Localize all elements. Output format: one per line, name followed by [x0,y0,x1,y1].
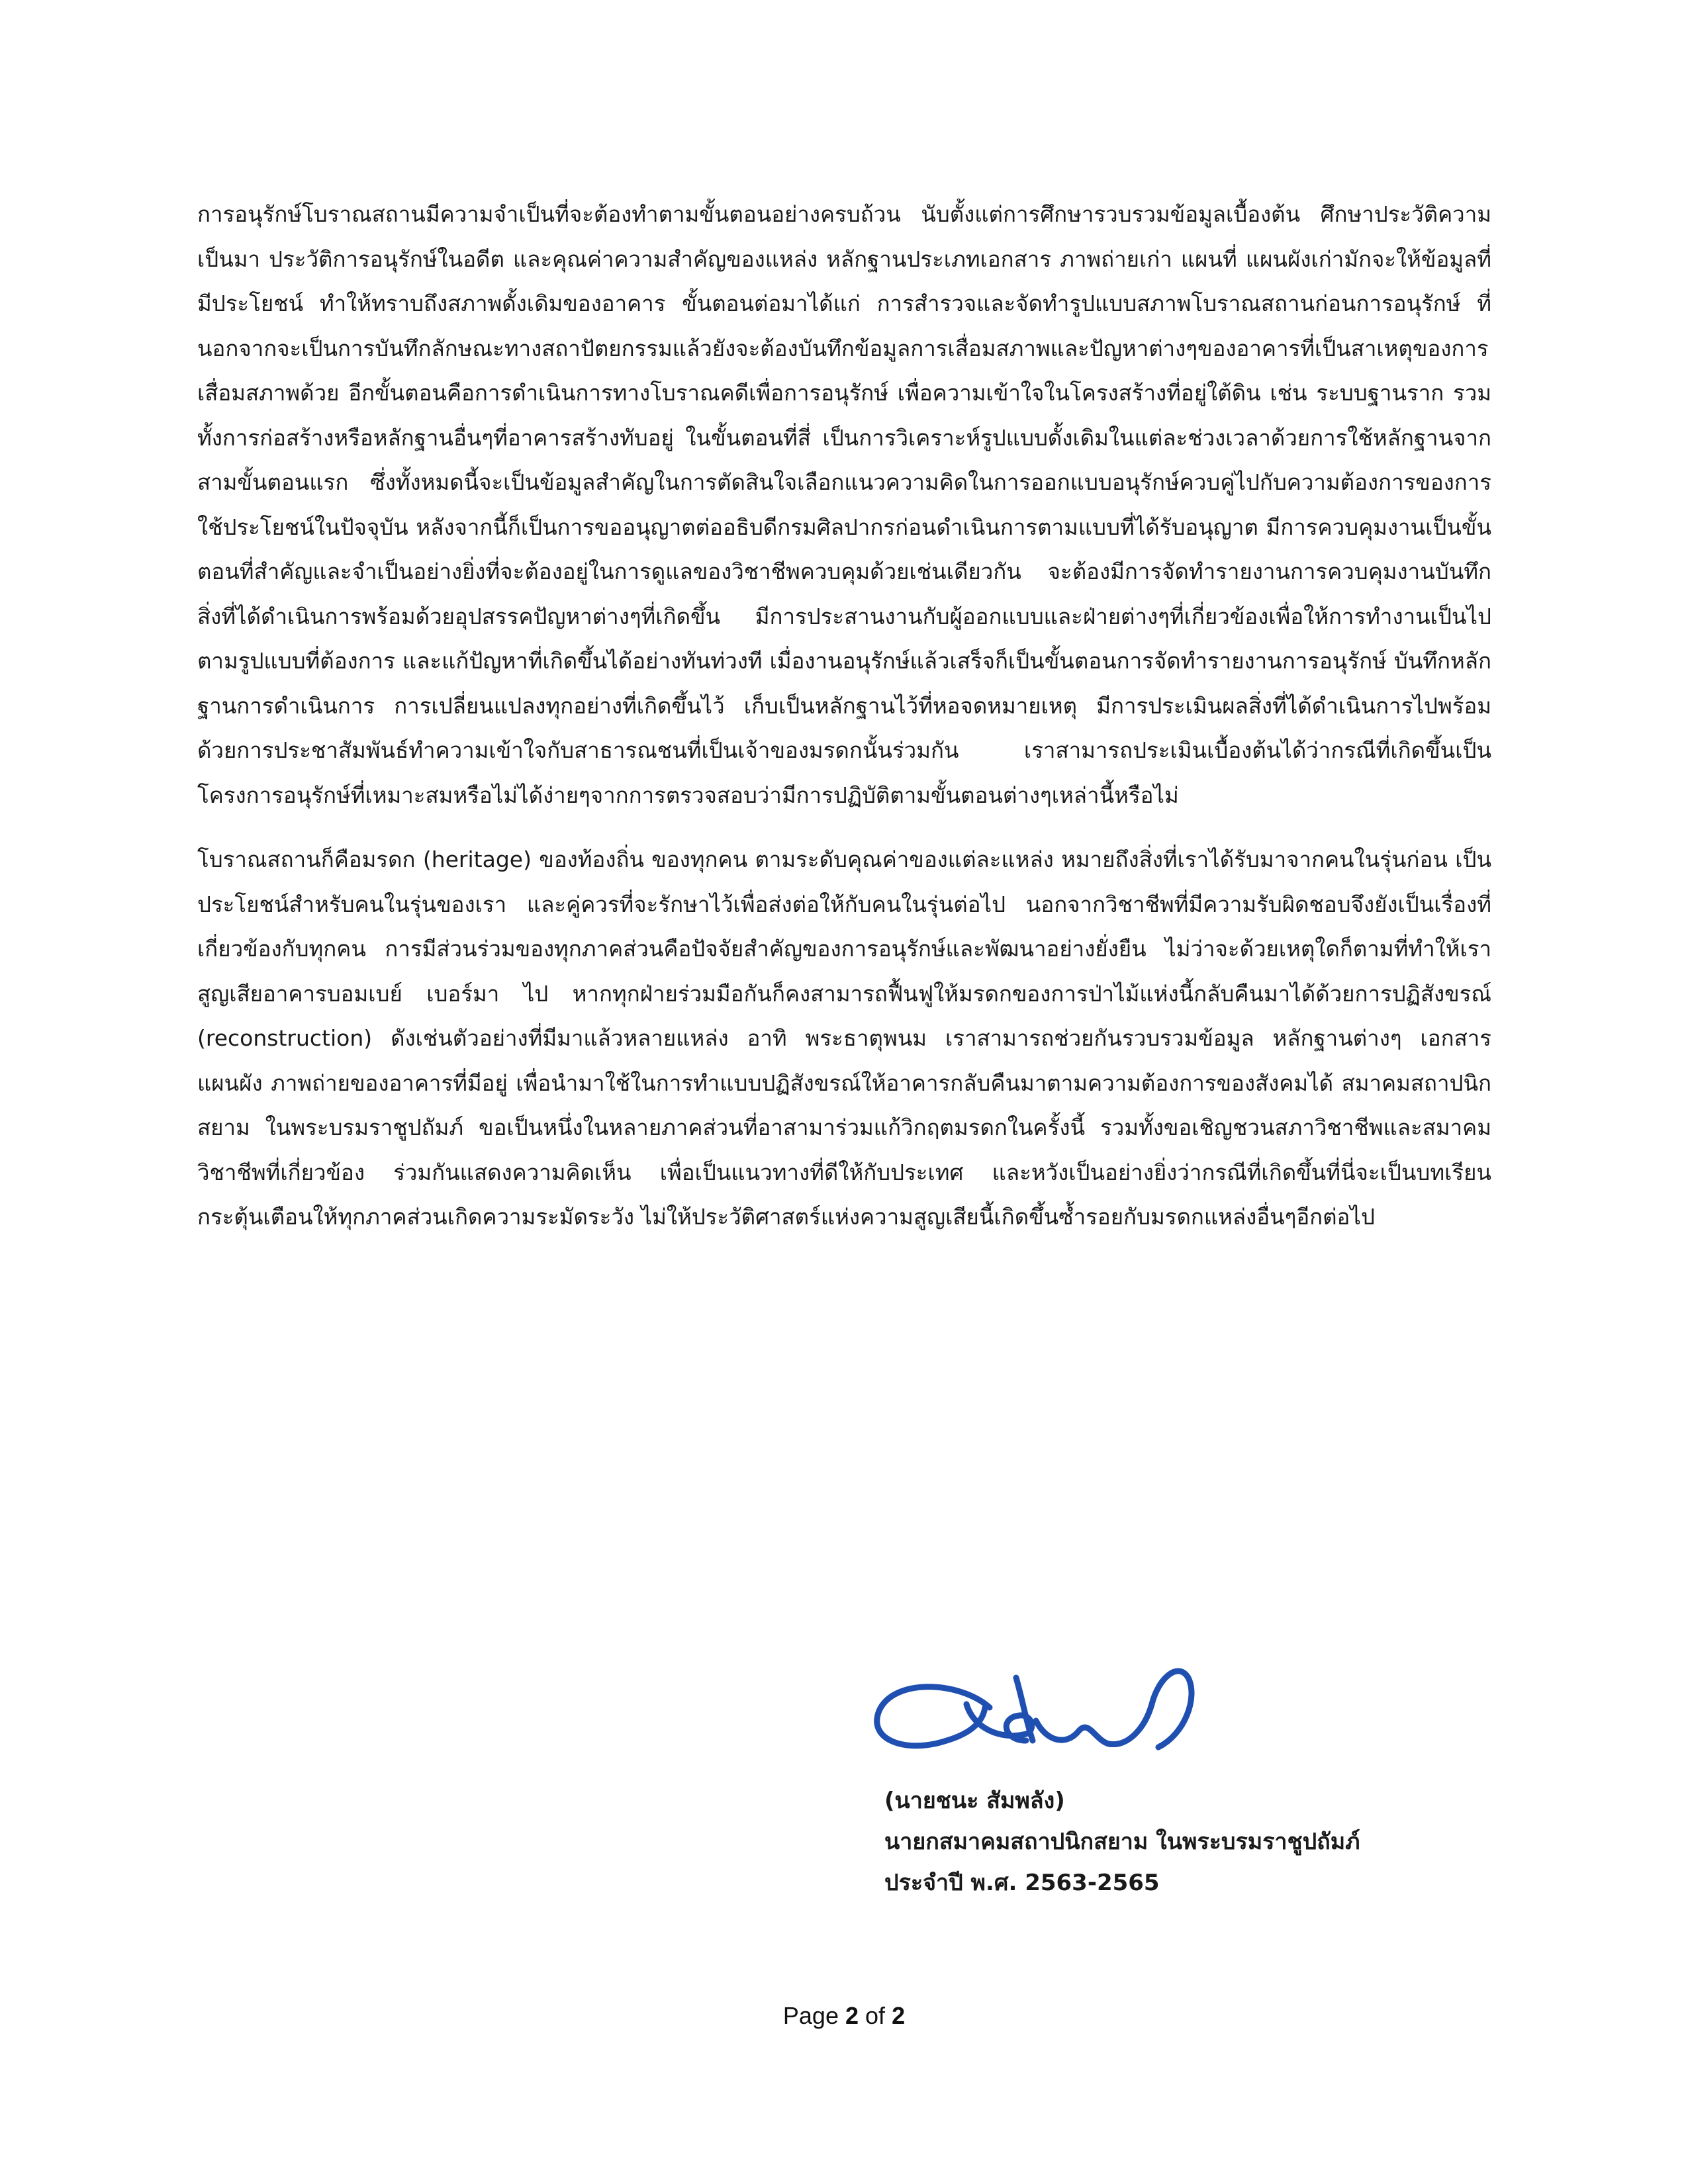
handwritten-signature [867,1641,1211,1767]
signer-position: นายกสมาคมสถาปนิกสยาม ในพระบรมราชูปถัมภ์ [884,1829,1360,1855]
page-footer [0,2002,1688,2030]
paragraph-conservation-process: การอนุรักษ์โบราณสถานมีความจำเป็นที่จะต้องทำตามขั้นตอนอย่างครบถ้วน นับตั้งแต่การศึกษารวบรวมข้อมูลเบื้องต้น ศึกษาประวัติความเป็นมา ประวัติการอนุรักษ์ในอดีต และคุณค่าความสำคัญของแหล่ง หลักฐานประเภทเอกสาร ภาพถ่ายเก่า แผนที่ แผนผังเก่ามักจะให้ข้อมูลที่มีประโยชน์ ทำให้ทราบถึงสภาพดั้งเดิมของอาคาร ขั้นตอนต่อมาได้แก่ การสำรวจและจัดทำรูปแบบสภาพโบราณสถานก่อนการอนุรักษ์ ที่นอกจากจะเป็นการบันทึกลักษณะทางสถาปัตยกรรมแล้วยังจะต้องบันทึกข้อมูลการเสื่อมสภาพและปัญหาต่างๆของอาคารที่เป็นสาเหตุของการเสื่อมสภาพด้วย อีกขั้นตอนคือการดำเนินการทางโบราณคดีเพื่อการอนุรักษ์ เพื่อความเข้าใจในโครงสร้างที่อยู่ใต้ดิน เช่น ระบบฐานราก รวมทั้งการก่อสร้างหรือหลักฐานอื่นๆที่อาคารสร้างทับอยู่ ในขั้นตอนที่สี่ เป็นการวิเคราะห์รูปแบบดั้งเดิมในแต่ละช่วงเวลาด้วยการใช้หลักฐานจากสามขั้นตอนแรก ซึ่งทั้งหมดนี้จะเป็นข้อมูลสำคัญในการตัดสินใจเลือกแนวความคิดในการออกแบบอนุรักษ์ควบคู่ไปกับความต้องการของการใช้ประโยชน์ในปัจจุบัน หลังจากนี้ก็เป็นการขออนุญาตต่ออธิบดีกรมศิลปากรก่อนดำเนินการตามแบบที่ได้รับอนุญาต มีการควบคุมงานเป็นขั้นตอนที่สำคัญและจำเป็นอย่างยิ่งที่จะต้องอยู่ในการดูแลของวิชาชีพควบคุมด้วยเช่นเดียวกัน จะต้องมีการจัดทำรายงานการควบคุมงานบันทึกสิ่งที่ได้ดำเนินการพร้อมด้วยอุปสรรคปัญหาต่างๆที่เกิดขึ้น มีการประสานงานกับผู้ออกแบบและฝ่ายต่างๆที่เกี่ยวข้องเพื่อให้การทำงานเป็นไปตามรูปแบบที่ต้องการ และแก้ปัญหาที่เกิดขึ้นได้อย่างทันท่วงที เมื่องานอนุรักษ์แล้วเสร็จก็เป็นขั้นตอนการจัดทำรายงานการอนุรักษ์ บันทึกหลักฐานการดำเนินการ การเปลี่ยนแปลงทุกอย่างที่เกิดขึ้นไว้ เก็บเป็นหลักฐานไว้ที่หอจดหมายเหตุ มีการประเมินผลสิ่งที่ได้ดำเนินการไปพร้อมด้วยการประชาสัมพันธ์ทำความเข้าใจกับสาธารณชนที่เป็นเจ้าของมรดกนั้นร่วมกัน เราสามารถประเมินเบื้องต้นได้ว่ากรณีที่เกิดขึ้นเป็นโครงการอนุรักษ์ที่เหมาะสมหรือไม่ได้ง่ายๆจากการตรวจสอบว่ามีการปฏิบัติตามขั้นตอนต่างๆเหล่านี้หรือไม่ [197,201,1491,808]
signer-term: ประจำปี พ.ศ. 2563-2565 [884,1870,1160,1896]
signer-name: (นายชนะ สัมพลัง) [884,1788,1065,1814]
page-label: Page [782,2002,839,2029]
letter-body [197,192,1491,1240]
signature-block [884,1780,1480,1903]
total-page-count: 2 [892,2002,906,2029]
current-page-number: 2 [845,2002,859,2029]
paragraph-heritage-appeal: โบราณสถานก็คือมรดก (heritage) ของท้องถิ่น ของทุกคน ตามระดับคุณค่าของแต่ละแหล่ง หมายถึงสิ่งที่เราได้รับมาจากคนในรุ่นก่อน เป็นประโยชน์สำหรับคนในรุ่นของเรา และคู่ควรที่จะรักษาไว้เพื่อส่งต่อให้กับคนในรุ่นต่อไป นอกจากวิชาชีพที่มีความรับผิดชอบจึงยังเป็นเรื่องที่เกี่ยวข้องกับทุกคน การมีส่วนร่วมของทุกภาคส่วนคือปัจจัยสำคัญของการอนุรักษ์และพัฒนาอย่างยั่งยืน ไม่ว่าจะด้วยเหตุใดก็ตามที่ทำให้เราสูญเสียอาคารบอมเบย์ เบอร์มา ไป หากทุกฝ่ายร่วมมือกันก็คงสามารถฟื้นฟูให้มรดกของการป่าไม้แห่งนี้กลับคืนมาได้ด้วยการปฏิสังขรณ์ (reconstruction) ดังเช่นตัวอย่างที่มีมาแล้วหลายแหล่ง อาทิ พระธาตุพนม เราสามารถช่วยกันรวบรวมข้อมูล หลักฐานต่างๆ เอกสาร แผนผัง ภาพถ่ายของอาคารที่มีอยู่ เพื่อนำมาใช้ในการทำแบบปฏิสังขรณ์ให้อาคารกลับคืนมาตามความต้องการของสังคมได้ สมาคมสถาปนิกสยาม ในพระบรมราชูปถัมภ์ ขอเป็นหนึ่งในหลายภาคส่วนที่อาสามาร่วมแก้วิกฤตมรดกในครั้งนี้ รวมทั้งขอเชิญชวนสภาวิชาชีพและสมาคมวิชาชีพที่เกี่ยวข้อง ร่วมกันแสดงความคิดเห็น เพื่อเป็นแนวทางที่ดีให้กับประเทศ และหวังเป็นอย่างยิ่งว่ากรณีที่เกิดขึ้นที่นี่จะเป็นบทเรียน กระตุ้นเตือนให้ทุกภาคส่วนเกิดความระมัดระวัง ไม่ให้ประวัติศาสตร์แห่งความสูญเสียนี้เกิดขึ้นซ้ำรอยกับมรดกแหล่งอื่นๆอีกต่อไป [197,846,1491,1230]
page-of-label: of [865,2002,886,2029]
